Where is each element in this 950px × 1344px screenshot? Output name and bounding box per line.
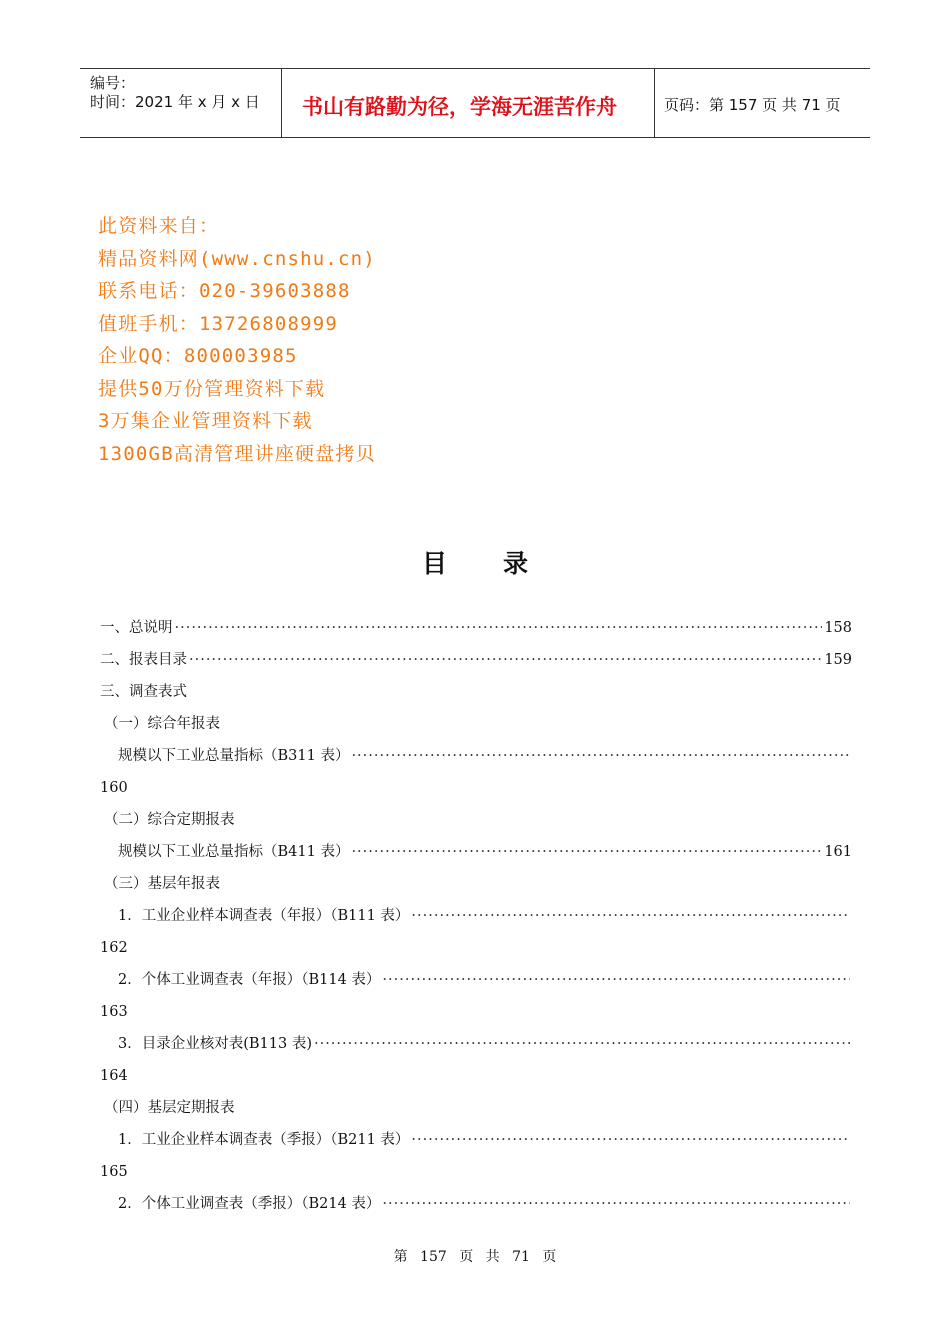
toc-leader-dots xyxy=(382,1192,850,1216)
document-header xyxy=(80,68,870,138)
toc-entry[interactable] xyxy=(118,904,852,928)
toc-title-char: 录 xyxy=(503,549,529,578)
footer-total-pages: 71 xyxy=(512,1249,530,1265)
toc-subsection-heading: （三）基层年报表 xyxy=(104,876,220,892)
ad-line: 1300GB高清管理讲座硬盘拷贝 xyxy=(98,442,376,465)
toc-entry-page: 162 xyxy=(100,940,128,956)
ad-line: 此资料来自： xyxy=(98,215,220,237)
toc-entry[interactable] xyxy=(118,744,852,768)
footer-part: 页 xyxy=(459,1249,474,1265)
ad-line: 企业QQ：800003985 xyxy=(98,345,298,367)
toc-entry-text: 1．工业企业样本调查表（季报）（B211 表） xyxy=(118,1132,410,1148)
footer-part: 第 xyxy=(393,1249,408,1265)
ad-line: 联系电话：020-39603888 xyxy=(98,280,351,302)
toc-leader-dots xyxy=(351,840,822,864)
page-footer xyxy=(0,1246,950,1266)
toc-leader-dots xyxy=(411,904,850,928)
toc-section-heading: 三、调查表式 xyxy=(100,684,187,700)
toc-entry-text: 2．个体工业调查表（季报）（B214 表） xyxy=(118,1196,381,1212)
toc-entry[interactable] xyxy=(100,616,852,640)
toc-entry-page: 164 xyxy=(100,1068,128,1084)
ad-line: 值班手机：13726808999 xyxy=(98,312,339,335)
footer-current-page: 157 xyxy=(420,1249,447,1265)
toc-entry[interactable] xyxy=(100,648,852,672)
toc-entry-text: 3．目录企业核对表(B113 表) xyxy=(118,1036,312,1052)
toc-subsection-heading: （二）综合定期报表 xyxy=(104,812,235,828)
toc-title-char: 目 xyxy=(421,549,447,578)
toc-entry-page: 160 xyxy=(100,780,128,796)
toc-entry-page: 161 xyxy=(824,844,852,860)
toc-entry-text: 二、报表目录 xyxy=(100,652,187,668)
toc-entry-page: 159 xyxy=(824,652,852,668)
toc-entry-text: 1．工业企业样本调查表（年报）（B111 表） xyxy=(118,908,410,924)
header-info-cell xyxy=(80,69,282,137)
toc-entry[interactable] xyxy=(118,1192,852,1216)
toc-entry-page: 165 xyxy=(100,1164,128,1180)
toc-leader-dots xyxy=(382,968,850,992)
toc-leader-dots xyxy=(189,648,822,672)
toc-entry[interactable] xyxy=(118,840,852,864)
toc-subsection-heading: （一）综合年报表 xyxy=(104,716,220,732)
ad-line: 3万集企业管理资料下载 xyxy=(98,410,313,432)
toc-title xyxy=(0,544,950,580)
footer-part: 共 xyxy=(485,1249,500,1265)
toc-subsection-heading: （四）基层定期报表 xyxy=(104,1100,235,1116)
toc-entry-text: 一、总说明 xyxy=(100,620,173,636)
toc-leader-dots xyxy=(314,1032,850,1056)
toc-leader-dots xyxy=(351,744,850,768)
toc-entry[interactable] xyxy=(118,968,852,992)
toc-entry-text: 规模以下工业总量指标（B411 表） xyxy=(118,844,350,860)
header-motto-cell xyxy=(282,69,655,137)
header-motto: 书山有路勤为径，学海无涯苦作舟 xyxy=(302,95,617,119)
header-page-label: 页码：第 157 页 共 71 页 xyxy=(664,96,841,114)
toc-leader-dots xyxy=(175,616,823,640)
ad-line: 提供50万份管理资料下载 xyxy=(98,377,326,400)
toc-entry[interactable] xyxy=(118,1032,852,1056)
toc-entry-page: 158 xyxy=(824,620,852,636)
footer-part: 页 xyxy=(542,1249,557,1265)
header-page-cell xyxy=(655,69,870,137)
toc-entry-text: 2．个体工业调查表（年报）（B114 表） xyxy=(118,972,381,988)
toc-leader-dots xyxy=(411,1128,850,1152)
toc-entry-text: 规模以下工业总量指标（B311 表） xyxy=(118,748,350,764)
document-time-label: 时间：2021 年 x 月 x 日 xyxy=(90,93,260,111)
ad-line: 精品资料网(www.cnshu.cn) xyxy=(98,247,376,270)
source-advertisement xyxy=(98,210,376,470)
toc-entry[interactable] xyxy=(118,1128,852,1152)
document-number-label: 编号： xyxy=(90,74,136,92)
toc-entry-page: 163 xyxy=(100,1004,128,1020)
